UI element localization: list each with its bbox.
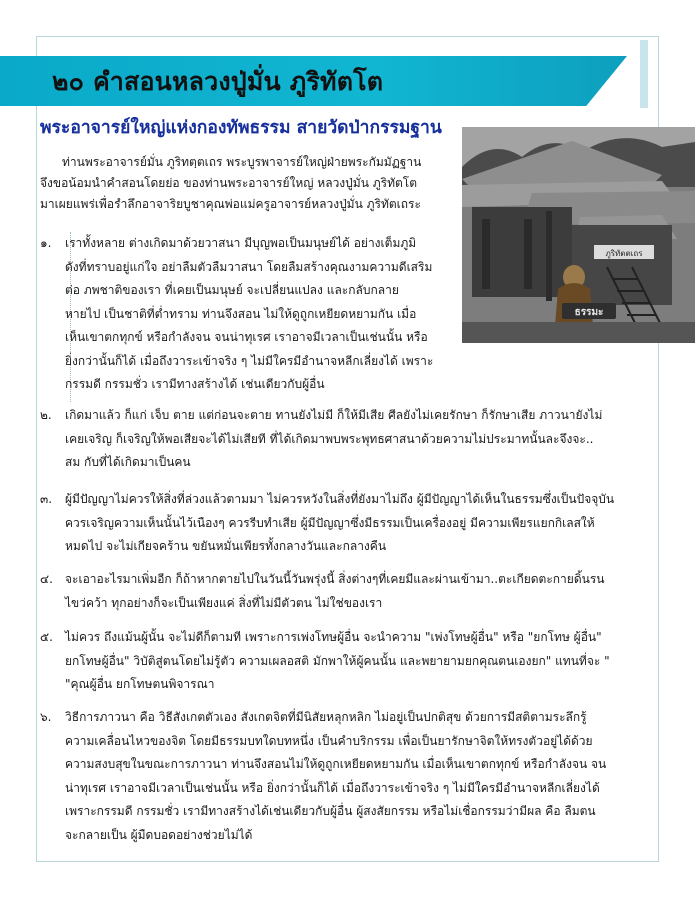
list-item — [40, 568, 660, 620]
intro-line: จึงขอน้อมนำคำสอนโดยย่อ ของท่านพระอาจารย์ใหญ่ หลวงปู่มั่น ภูริทัตโต — [40, 176, 418, 190]
item-line: ต่อ ภพชาติของเรา ที่เคยเป็นมนุษย์ จะเปลี่ยนแปลง และกลับกลาย — [65, 283, 399, 297]
item-line: เราทั้งหลาย ต่างเกิดมาด้วยวาสนา มีบุญพอเป็นมนุษย์ได้ อย่างเต็มภูมิ — [65, 236, 417, 250]
item-number: ๕. — [40, 630, 53, 644]
list-item — [40, 488, 660, 564]
item-line: เคยเจริญ ก็เจริญให้พอเสียจะได้ไม่เสียที ที่ได้เกิดมาพบพระพุทธศาสนาด้วยความไม่ประมาทนั้นละจึงจะ.. — [65, 431, 594, 446]
item-line: หมดไป จะไม่เกียจคร้าน ขยันหมั่นเพียรทั้งกลางวันและกลางคืน — [65, 539, 387, 553]
item-line: ควรเจริญความเห็นนั้นไว้เนืองๆ ควรรีบทำเสีย ผู้มีปัญญาซึ่งมีธรรมเป็นเครื่องอยู่ มีความเพียรแยกกิเลสให้ — [65, 515, 595, 530]
item-line: ดังที่ทราบอยู่แก่ใจ อย่าลืมตัวลืมวาสนา โดยลืมสร้างคุณงามความดีเสริม — [65, 259, 433, 274]
intro-line: ท่านพระอาจารย์มั่น ภูริทตฺตเถร พระบูรพาจารย์ใหญ่ฝ่ายพระกัมมัฏฐาน — [62, 155, 422, 169]
decorative-stripe — [640, 40, 648, 108]
item-number: ๒. — [40, 408, 52, 422]
temple-photo — [462, 127, 695, 343]
item-line: ไขว่คว้า ทุกอย่างก็จะเป็นเพียงแค่ สิ่งที่ไม่มีตัวตน ไม่ใช่ของเรา — [65, 595, 383, 610]
item-line: น่าทุเรศ เราอาจมีเวลาเป็นเช่นนั้น หรือ ยิ่งกว่านั้นก็ได้ เมื่อถึงวาระเข้าจริง ๆ ไม่มีใครมีอำนาจหลีกเลี่ยงได้ — [65, 780, 600, 795]
list-item — [40, 404, 660, 480]
item-text — [65, 404, 602, 475]
item-line: เห็นเขาตกทุกข์ หรือกำลังจน จนน่าทุเรศ เราอาจมีเวลาเป็นเช่นนั้น หรือ — [65, 330, 428, 344]
item-number: ๑. — [40, 236, 52, 250]
page-title: ๒๐ คำสอนหลวงปู่มั่น ภูริทัตโต — [52, 67, 384, 96]
item-line: ผู้มีปัญญาไม่ควรให้สิ่งที่ล่วงแล้วตามมา ไม่ควรหวังในสิ่งที่ยังมาไม่ถึง ผู้มีปัญญาได้เห็นในธรรมซึ่งเป็นปัจจุบัน — [65, 492, 615, 506]
temple-sign-text: ภูริทัตตเถร — [605, 249, 643, 258]
intro-line: มาเผยแพร่เพื่อรำลึกอาจาริยบูชาคุณพ่อแม่ครูอาจารย์หลวงปู่มั่น ภูริทัตเถระ — [40, 197, 421, 211]
item-line: ยกโทษผู้อื่น" วิบัติสู่ตนโดยไม่รู้ตัว ความเผลอสติ มักพาให้ผู้คนนั้น และพยายามยกคุณตนเองยก" แทนที่จะ " — [65, 653, 610, 668]
item-line: เกิดมาแล้ว ก็แก่ เจ็บ ตาย แต่ก่อนจะตาย ทานยังไม่มี ก็ให้มีเสีย ศีลยังไม่เคยรักษา ก็รักษาเสีย ภาวนายังไม่ — [65, 408, 603, 422]
item-line: หายไป เป็นชาติที่ต่ำทราม ท่านจึงสอน ไม่ให้ดูถูกเหยียดหยามกัน เมื่อ — [65, 306, 417, 321]
item-line: ยิ่งกว่านั้นก็ได้ เมื่อถึงวาระเข้าจริง ๆ ไม่มีใครมีอำนาจหลีกเลี่ยงได้ เพราะ — [65, 353, 434, 368]
photo-watermark: ธรรมะ — [574, 307, 604, 318]
item-line: "คุณผู้อื่น ยกโทษตนพิจารณา — [65, 677, 215, 691]
item-line: สม กับที่ได้เกิดมาเป็นคน — [65, 455, 191, 469]
item-line: จะเอาอะไรมาเพิ่มอีก ก็ถ้าหากตายไปในวันนี้วันพรุ่งนี้ สิ่งต่างๆที่เคยมีและผ่านเข้ามา..ตะเกียดตะกายดิ้นรน — [65, 572, 605, 586]
list-item — [40, 626, 660, 702]
item-number: ๖. — [40, 710, 52, 724]
page-subtitle: พระอาจารย์ใหญ่แห่งกองทัพธรรม สายวัดป่ากรรมฐาน — [40, 118, 442, 138]
item-text — [65, 232, 433, 397]
item-line: จะกลายเป็น ผู้มืดบอดอย่างช่วยไม่ได้ — [65, 827, 253, 842]
intro-paragraph — [40, 152, 458, 215]
list-item — [40, 232, 460, 402]
item-text — [65, 488, 614, 559]
item-line: วิธีการภาวนา คือ วิธีสังเกตตัวเอง สังเกตจิตที่มีนิสัยหลุกหลิก ไม่อยู่เป็นปกติสุข ด้วยการมีสติตามระลึกรู้ — [65, 710, 587, 724]
item-line: ไม่ควร ถึงแม้นผู้นั้น จะไม่ดีก็ตามที เพราะการเพ่งโทษผู้อื่น จะนำความ "เพ่งโทษผู้อื่น" หรือ "ยกโทษ ผู้อื่น" — [65, 630, 602, 644]
list-item — [40, 706, 660, 856]
item-number: ๔. — [40, 572, 53, 586]
item-number: ๓. — [40, 492, 53, 506]
temple-photo-illustration — [462, 127, 695, 343]
item-line: ความเคลื่อนไหวของจิต โดยมีธรรมบทใดบทหนึ่ง เป็นคำบริกรรม เพื่อเป็นยารักษาจิตให้ทรงตัวอยู่ได้ด้วย — [65, 733, 593, 748]
item-line: กรรมดี กรรมชั่ว เรามีทางสร้างได้ เช่นเดียวกับผู้อื่น — [65, 377, 325, 391]
item-text — [65, 706, 606, 847]
item-line: ความสงบสุขในขณะการภาวนา ท่านจึงสอนไม่ให้ดูถูกเหยียดหยามกัน เมื่อเห็นเขาตกทุกข์ หรือกำลังจน จน — [65, 757, 607, 771]
item-text — [65, 568, 604, 615]
item-line: เพราะกรรมดี กรรมชั่ว เรามีทางสร้างได้เช่นเดียวกับผู้อื่น ผู้สงสัยกรรม หรือไม่เชื่อกรรมว่ามีผล คือ ลืมตน — [65, 804, 596, 818]
item-text — [65, 626, 610, 697]
